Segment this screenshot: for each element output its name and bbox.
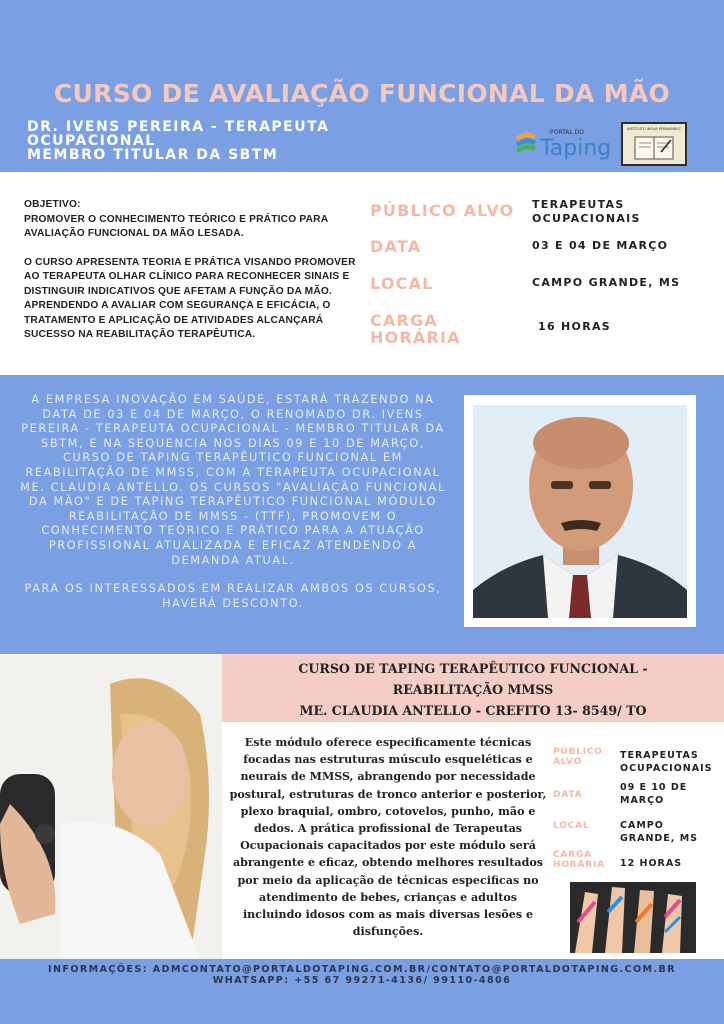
announcement-paragraph-2: PARA OS INTERESSADOS EM REALIZAR AMBOS OS CURSOS, HAVERÁ DESCONTO.	[24, 582, 442, 610]
value2-publico-alvo: TERAPEUTAS OCUPACIONAIS	[620, 750, 713, 774]
taped-hands-icon	[570, 882, 696, 953]
footer-contact-email: INFORMAÇÕES: ADMCONTATO@PORTALDOTAPING.COM.BR/CONTATO@PORTALDOTAPING.COM.BR	[47, 964, 677, 975]
value2-local: CAMPO GRANDE, MS	[620, 820, 699, 844]
label2-data: DATA	[553, 790, 583, 800]
logo2-text: INSTITUTO INOVA PERNAMBUC	[627, 127, 681, 131]
value-local: CAMPO GRANDE, MS	[532, 276, 681, 289]
course-title	[222, 658, 724, 721]
value2-carga-horaria: 12 HORAS	[620, 858, 683, 869]
value-carga-horaria: 16 HORAS	[538, 320, 611, 333]
objective-block	[24, 198, 364, 343]
footer-contact-whatsapp: WHATSAPP: +55 67 99271-4136/ 99110-4806	[212, 975, 512, 986]
value2-data: 09 E 10 DE MARÇO	[620, 782, 688, 806]
label-publico-alvo: PÚBLICO ALVO	[370, 201, 515, 220]
kinesio-tape-photo	[570, 882, 696, 953]
label2-publico-alvo: PÚBLICO ALVO	[553, 747, 603, 767]
value-data: 03 E 04 DE MARÇO	[532, 239, 669, 252]
logo-main-text: Taping	[540, 136, 612, 161]
logo-small-text: PORTAL DO	[550, 129, 584, 136]
woman-portrait-icon	[0, 654, 222, 959]
label2-carga-horaria: CARGA HORÁRIA	[553, 850, 605, 870]
instituto-logo	[621, 122, 687, 166]
course-title-line-3: ME. CLAUDIA ANTELLO - CREFITO 13- 8549/ TO	[299, 703, 647, 718]
label-data: DATA	[370, 237, 422, 256]
therapist-photo	[0, 654, 222, 959]
label-local: LOCAL	[370, 274, 434, 293]
page-title: CURSO DE AVALIAÇÃO FUNCIONAL DA MÃO	[53, 79, 671, 108]
label2-local: LOCAL	[553, 821, 590, 831]
instructor-subtitle: DR. IVENS PEREIRA - TERAPEUTA OCUPACIONAL MEMBRO TITULAR DA SBTM	[27, 119, 330, 163]
course-title-line-1: CURSO DE TAPING TERAPÊUTICO FUNCIONAL -	[298, 661, 648, 676]
announcement-text	[18, 393, 448, 611]
value-publico-alvo: TERAPEUTAS OCUPACIONAIS	[532, 198, 641, 225]
course-title-line-2: REABILITAÇÃO MMSS	[392, 682, 554, 697]
man-portrait-icon	[473, 405, 687, 618]
objective-label: OBJETIVO:	[24, 199, 81, 210]
instructor-photo	[473, 405, 687, 618]
objective-text: PROMOVER O CONHECIMENTO TEÓRICO E PRÁTICO PARA AVALIAÇÃO FUNCIONAL DA MÃO LESADA.	[24, 213, 328, 239]
portal-do-taping-logo	[514, 123, 614, 165]
label-carga-horaria: CARGA HORÁRIA	[370, 311, 461, 347]
announcement-paragraph-1: A EMPRESA INOVAÇÃO EM SAÚDE, ESTARÁ TRAZENDO NA DATA DE 03 E 04 DE MARÇO, O RENOMADO DR. IVENS PEREIRA - TERAPEUTA OCUPACIONAL - MEMBRO TITULAR DA SBTM, E NA SEQUENCIA NOS DIAS 09 E 10 DE MARÇO, CURSO DE TAPING TERAPÊUTICO FUNCIONAL EM REABILITAÇÃO DE MMSS, COM A TERAPEUTA OCUPACIONAL ME. CLAUDIA ANTELLO. OS CURSOS "AVALIAÇÃO FUNCIONAL DA MÃO" E DE TAPING TERAPÊUTICO FUNCIONAL MÓDULO REABILITAÇÃO DE MMSS - (TTF), PROMOVEM O CONHECIMENTO TEÓRICO E PRÁTICO PARA A ATUAÇÃO PROFISSIONAL ATUALIZADA E EFICAZ ATENDENDO A DEMANDA ATUAL.	[20, 393, 446, 567]
course-description: O CURSO APRESENTA TEORIA E PRÁTICA VISANDO PROMOVER AO TERAPEUTA OLHAR CLÍNICO PARA RECONHECER SINAIS E DISTINGUIR INDICATIVOS QUE AFETAM A FUNÇÃO DA MÃO. APRENDENDO A AVALIAR COM SEGURANÇA E EFICÁCIA, O TRATAMENTO E APLICAÇÃO DE ATIVIDADES ALCANÇARÁ SUCESSO NA REABILITAÇÃO TERAPÊUTICA.	[24, 256, 356, 340]
module-description: Este módulo oferece especificamente técnicas focadas nas estruturas músculo esqueléticas e neurais de MMSS, abrangendo por necessidade postural, estruturas de tronco anterior e posterior, plexo braquial, ombro, cotovelos, punho, mão e dedos. A prática profissional de Terapeutas Ocupacionais capacitados por este módulo será abrangente e eficaz, obtendo melhores resultados por meio da aplicação de técnicas especificas no atendimento de bebes, crianças e adultos incluindo idosos com as mais diversas lesões e disfunções.	[229, 736, 547, 939]
